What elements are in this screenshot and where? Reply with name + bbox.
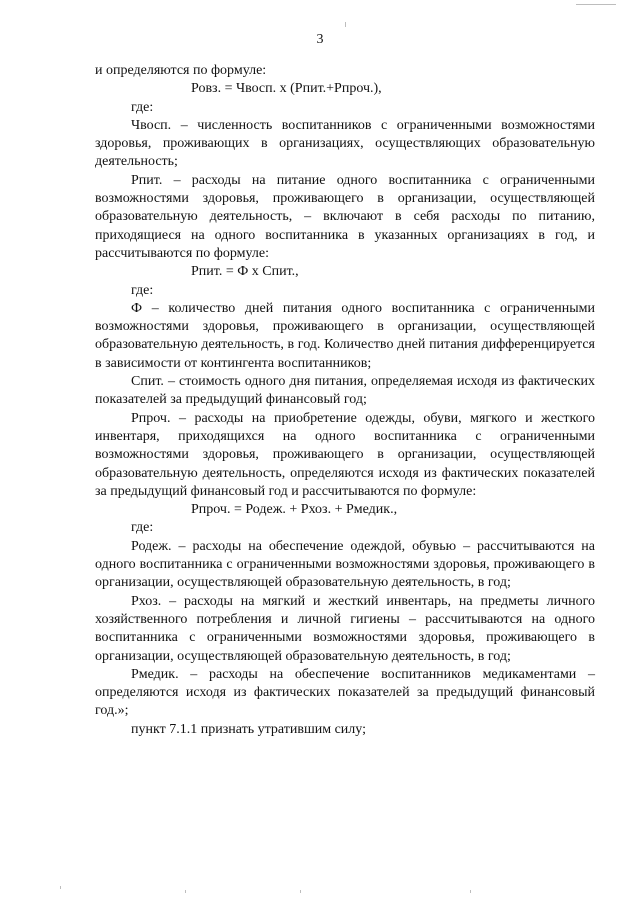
definition-f: Ф – количество дней питания одного воспитанника с ограниченными возможностями здоровья, проживающего в организации, осуществляющей образовательную деятельность, в год. Количество дней питания дифференцируется в зависимости от контингента воспитанников; bbox=[95, 300, 595, 371]
definition-spit: Спит. – стоимость одного дня питания, определяемая исходя из фактических показателей за предыдущий финансовый год; bbox=[95, 374, 595, 408]
definition-rhoz: Рхоз. – расходы на мягкий и жесткий инвентарь, на предметы личного хозяйственного потребления и личной гигиены – рассчитываются на одного воспитанника с ограниченными возможностями здоровья, проживающего в организации, осуществляющей образовательную деятельность, в год; bbox=[95, 593, 595, 664]
scan-mark bbox=[300, 890, 301, 893]
intro-line: и определяются по формуле: bbox=[95, 63, 267, 78]
definition-rpit: Рпит. – расходы на питание одного воспитанника с ограниченными возможностями здоровья, проживающего в организации, осуществляющей образовательную деятельность, – включают в себя расходы по питанию, приходящиеся на одного воспитанника в указанных организациях в год, и рассчитываются по формуле: bbox=[95, 172, 595, 261]
scan-mark bbox=[60, 886, 61, 889]
definition-rmedik: Рмедик. – расходы на обеспечение воспитанников медикаментами – определяются исходя из фактических показателей за предыдущий финансовый год.»; bbox=[95, 666, 595, 719]
scan-mark bbox=[576, 4, 616, 5]
clause-repeal: пункт 7.1.1 признать утратившим силу; bbox=[131, 721, 366, 737]
scan-mark bbox=[470, 890, 471, 893]
formula-rproch: Рпроч. = Родеж. + Рхоз. + Рмедик., bbox=[191, 502, 398, 518]
where-label: где: bbox=[131, 282, 154, 298]
definition-rproch: Рпроч. – расходы на приобретение одежды, обуви, мягкого и жесткого инвентаря, приходящихся на одного воспитанника с ограниченными возможностями здоровья, проживающего в организации, осуществляющей образовательную деятельность, определяются исходя из фактических показателей за предыдущий финансовый год и рассчитываются по формуле: bbox=[95, 410, 595, 499]
where-label: где: bbox=[131, 520, 154, 536]
page-number: 3 bbox=[316, 32, 324, 47]
formula-rpit: Рпит. = Ф х Спит., bbox=[191, 264, 299, 280]
where-label: где: bbox=[131, 99, 154, 115]
formula-rovz: Ровз. = Чвосп. х (Рпит.+Рпроч.), bbox=[191, 81, 382, 97]
definition-rodezh: Родеж. – расходы на обеспечение одеждой, обувью – рассчитываются на одного воспитанника с ограниченными возможностями здоровья, проживающего в организации, осуществляющей образовательную деятельность, в год; bbox=[95, 538, 595, 591]
document-body bbox=[95, 62, 595, 739]
scan-mark bbox=[185, 890, 186, 893]
definition-chvosp: Чвосп. – численность воспитанников с ограниченными возможностями здоровья, проживающих в организациях, осуществляющих образовательную деятельность; bbox=[95, 117, 595, 170]
scan-mark bbox=[345, 22, 346, 27]
